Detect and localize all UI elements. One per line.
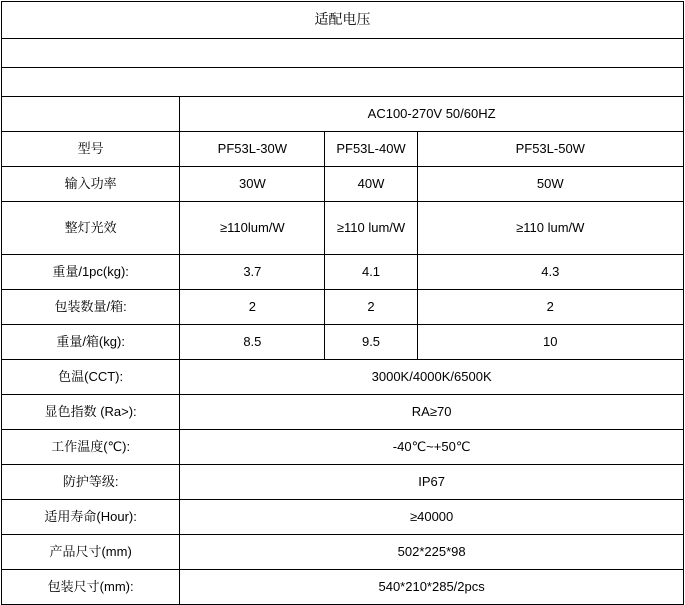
cell-input-power-30w: 30W bbox=[180, 167, 325, 202]
cell-model-40w: PF53L-40W bbox=[325, 132, 417, 167]
cell-title: 适配电压 bbox=[2, 2, 684, 39]
cell-model-label: 型号 bbox=[2, 132, 180, 167]
cell-luminous-efficacy-label: 整灯光效 bbox=[2, 202, 180, 255]
table-row-cct bbox=[2, 360, 684, 395]
cell-package-size-value: 540*210*285/2pcs bbox=[180, 570, 684, 605]
cell-weight-per-carton-50w: 10 bbox=[417, 325, 683, 360]
table-row-lifespan bbox=[2, 500, 684, 535]
cell-lifespan-value: ≥40000 bbox=[180, 500, 684, 535]
cell-lifespan-label: 适用寿命(Hour): bbox=[2, 500, 180, 535]
table-row-blank-1 bbox=[2, 39, 684, 68]
cell-model-30w: PF53L-30W bbox=[180, 132, 325, 167]
cell-weight-per-pc-label: 重量/1pc(kg): bbox=[2, 255, 180, 290]
cell-input-power-label: 输入功率 bbox=[2, 167, 180, 202]
cell-voltage-value: AC100-270V 50/60HZ bbox=[180, 97, 684, 132]
cell-blank-2 bbox=[2, 68, 684, 97]
cell-qty-per-carton-30w: 2 bbox=[180, 290, 325, 325]
cell-voltage-label bbox=[2, 97, 180, 132]
cell-qty-per-carton-label: 包装数量/箱: bbox=[2, 290, 180, 325]
cell-model-50w: PF53L-50W bbox=[417, 132, 683, 167]
cell-luminous-efficacy-30w: ≥110lum/W bbox=[180, 202, 325, 255]
table-row-weight-per-pc bbox=[2, 255, 684, 290]
cell-product-size-label: 产品尺寸(mm) bbox=[2, 535, 180, 570]
cell-weight-per-pc-40w: 4.1 bbox=[325, 255, 417, 290]
specification-sheet bbox=[0, 1, 685, 594]
table-row-blank-2 bbox=[2, 68, 684, 97]
cell-weight-per-pc-50w: 4.3 bbox=[417, 255, 683, 290]
table-row-voltage bbox=[2, 97, 684, 132]
cell-ip-rating-label: 防护等级: bbox=[2, 465, 180, 500]
cell-input-power-40w: 40W bbox=[325, 167, 417, 202]
cell-luminous-efficacy-50w: ≥110 lum/W bbox=[417, 202, 683, 255]
table-row-model bbox=[2, 132, 684, 167]
table-row-input-power bbox=[2, 167, 684, 202]
cell-package-size-label: 包装尺寸(mm): bbox=[2, 570, 180, 605]
table-row-ip-rating bbox=[2, 465, 684, 500]
cell-cct-label: 色温(CCT): bbox=[2, 360, 180, 395]
cell-cri-label: 显色指数 (Ra>): bbox=[2, 395, 180, 430]
cell-qty-per-carton-50w: 2 bbox=[417, 290, 683, 325]
specification-table bbox=[1, 1, 684, 605]
table-row-qty-per-carton bbox=[2, 290, 684, 325]
cell-input-power-50w: 50W bbox=[417, 167, 683, 202]
table-row-cri bbox=[2, 395, 684, 430]
cell-blank-1 bbox=[2, 39, 684, 68]
cell-weight-per-carton-30w: 8.5 bbox=[180, 325, 325, 360]
cell-luminous-efficacy-40w: ≥110 lum/W bbox=[325, 202, 417, 255]
cell-operating-temperature-label: 工作温度(℃): bbox=[2, 430, 180, 465]
cell-weight-per-carton-40w: 9.5 bbox=[325, 325, 417, 360]
cell-cct-value: 3000K/4000K/6500K bbox=[180, 360, 684, 395]
cell-cri-value: RA≥70 bbox=[180, 395, 684, 430]
cell-operating-temperature-value: -40℃~+50℃ bbox=[180, 430, 684, 465]
table-row-weight-per-carton bbox=[2, 325, 684, 360]
cell-weight-per-pc-30w: 3.7 bbox=[180, 255, 325, 290]
cell-ip-rating-value: IP67 bbox=[180, 465, 684, 500]
table-row-product-size bbox=[2, 535, 684, 570]
table-row-luminous-efficacy bbox=[2, 202, 684, 255]
table-row-package-size bbox=[2, 570, 684, 605]
cell-qty-per-carton-40w: 2 bbox=[325, 290, 417, 325]
table-row-operating-temperature bbox=[2, 430, 684, 465]
cell-weight-per-carton-label: 重量/箱(kg): bbox=[2, 325, 180, 360]
table-row-title bbox=[2, 2, 684, 39]
cell-product-size-value: 502*225*98 bbox=[180, 535, 684, 570]
